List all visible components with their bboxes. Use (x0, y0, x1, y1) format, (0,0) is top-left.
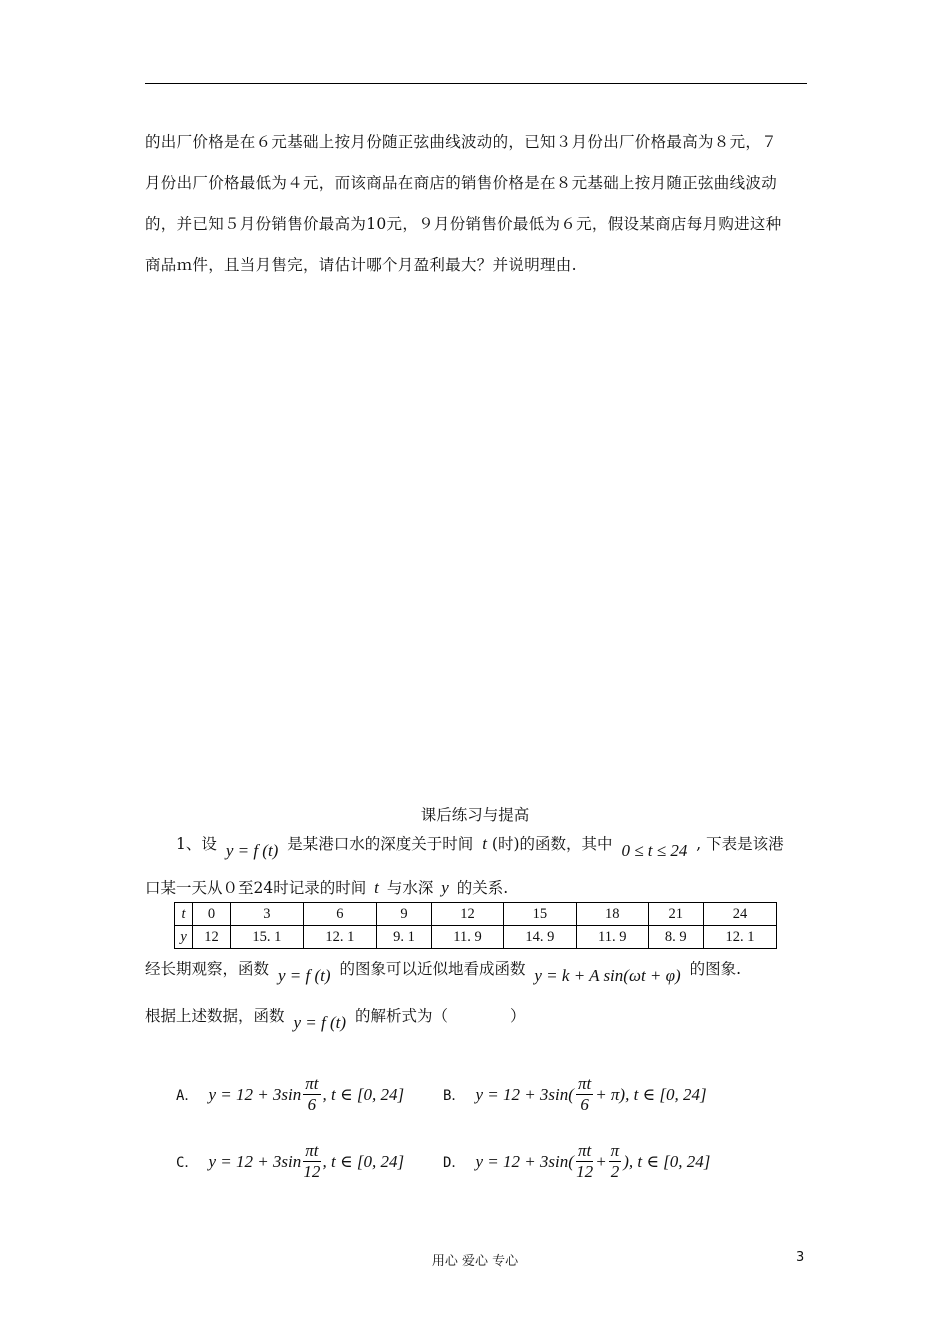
formula-range: 0 ≤ t ≤ 24 (621, 841, 688, 860)
fraction-denominator: 12 (576, 1162, 594, 1181)
text: 经长期观察，函数 (145, 960, 270, 978)
option-formula: , t ∈ [0, 24] (322, 1084, 405, 1104)
page-number: 3 (796, 1250, 805, 1265)
fraction-numerator: πt (305, 1141, 319, 1160)
fraction-denominator: 6 (580, 1095, 589, 1114)
table-cell: y (175, 926, 193, 949)
problem-line-3 (145, 957, 742, 985)
problem-line-2 (145, 876, 508, 898)
table-cell: 18 (576, 903, 648, 926)
table-cell: 12. 1 (303, 926, 376, 949)
fraction-numerator: πt (577, 1074, 592, 1093)
option-formula: y = 12 + 3sin( (475, 1084, 574, 1104)
text: 的关系. (456, 879, 509, 897)
text: 的解析式为（ ） (354, 1007, 526, 1025)
option-formula: ), t ∈ [0, 24] (623, 1151, 711, 1171)
table-cell: 24 (703, 903, 776, 926)
table-cell: 21 (648, 903, 703, 926)
paragraph-line: 商品ｍ件，且当月售完，请估计哪个月盈利最大？并说明理由. (145, 256, 577, 274)
formula-sin-model: y = k + A sin(ωt + φ) (534, 966, 681, 985)
option-label: C． (176, 1154, 199, 1171)
table-cell: 11. 9 (432, 926, 504, 949)
text: , 下表是该港 (696, 835, 784, 853)
option-label: D． (443, 1154, 466, 1171)
problem-line-1 (176, 832, 784, 860)
fraction-numerator: πt (305, 1074, 319, 1093)
table-cell: 12 (432, 903, 504, 926)
var-y: y (441, 878, 449, 897)
formula-f-t: y = f (t) (277, 966, 331, 985)
text: 根据上述数据，函数 (145, 1007, 285, 1025)
page-footer: 用心 爱心 专心 (431, 1254, 519, 1269)
table-cell: 14. 9 (503, 926, 576, 949)
option-formula: y = 12 + 3sin (208, 1151, 302, 1171)
option-formula: , t ∈ [0, 24] (322, 1151, 405, 1171)
table-cell: 3 (230, 903, 303, 926)
paragraph-line: 的，并已知５月份销售价最高为10元，９月份销售价最低为６元，假设某商店每月购进这种 (145, 215, 782, 233)
data-table (174, 902, 777, 949)
option-formula: + π), t ∈ [0, 24] (595, 1084, 707, 1104)
table-cell: 0 (193, 903, 231, 926)
text: 是某港口水的深度关于时间 (287, 835, 474, 853)
table-cell: 15. 1 (230, 926, 303, 949)
option-formula: y = 12 + 3sin( (475, 1151, 574, 1171)
problem-line-4 (145, 1004, 526, 1032)
formula-f-t: y = f (t) (225, 841, 279, 860)
fraction (303, 1141, 320, 1182)
table-cell: 11. 9 (576, 926, 648, 949)
option-label: A． (176, 1087, 199, 1104)
var-t: t (374, 878, 379, 897)
table-cell: 15 (503, 903, 576, 926)
fraction-denominator: 12 (303, 1162, 321, 1181)
table-cell: 12 (193, 926, 231, 949)
fraction (576, 1074, 593, 1115)
text: 口某一天从０至24时记录的时间 (145, 879, 367, 897)
option-c[interactable] (176, 1141, 404, 1182)
text: 1、设 (176, 835, 217, 853)
text: 的图象. (689, 960, 742, 978)
fraction-numerator: πt (577, 1141, 592, 1160)
table-cell: 6 (303, 903, 376, 926)
table-row (175, 903, 777, 926)
var-t: t (482, 834, 487, 853)
fraction-denominator: 2 (610, 1162, 620, 1181)
fraction (303, 1074, 320, 1115)
option-a[interactable] (176, 1074, 404, 1115)
option-formula: + (595, 1151, 607, 1171)
table-cell: t (175, 903, 193, 926)
text: 与水深 (386, 879, 434, 897)
table-row (175, 926, 777, 949)
option-d[interactable] (443, 1141, 710, 1182)
header-rule (145, 83, 807, 84)
option-label: B． (443, 1087, 466, 1104)
table-cell: 9 (376, 903, 431, 926)
table-cell: 12. 1 (703, 926, 776, 949)
text: 的图象可以近似地看成函数 (339, 960, 526, 978)
fraction-numerator: π (610, 1141, 620, 1160)
fraction (609, 1141, 622, 1182)
fraction (576, 1141, 593, 1182)
fraction-denominator: 6 (307, 1095, 317, 1114)
problem-paragraph (145, 122, 810, 286)
option-formula: y = 12 + 3sin (208, 1084, 302, 1104)
section-title: 课后练习与提高 (420, 806, 530, 824)
text: (时)的函数，其中 (491, 835, 613, 853)
table-cell: 8. 9 (648, 926, 703, 949)
option-b[interactable] (443, 1074, 707, 1115)
paragraph-line: 的出厂价格是在６元基础上按月份随正弦曲线波动的，已知３月份出厂价格最高为８元，７ (145, 133, 778, 151)
paragraph-line: 月份出厂价格最低为４元，而该商品在商店的销售价格是在８元基础上按月随正弦曲线波动 (145, 174, 778, 192)
formula-f-t: y = f (t) (293, 1013, 346, 1032)
table-cell: 9. 1 (376, 926, 431, 949)
